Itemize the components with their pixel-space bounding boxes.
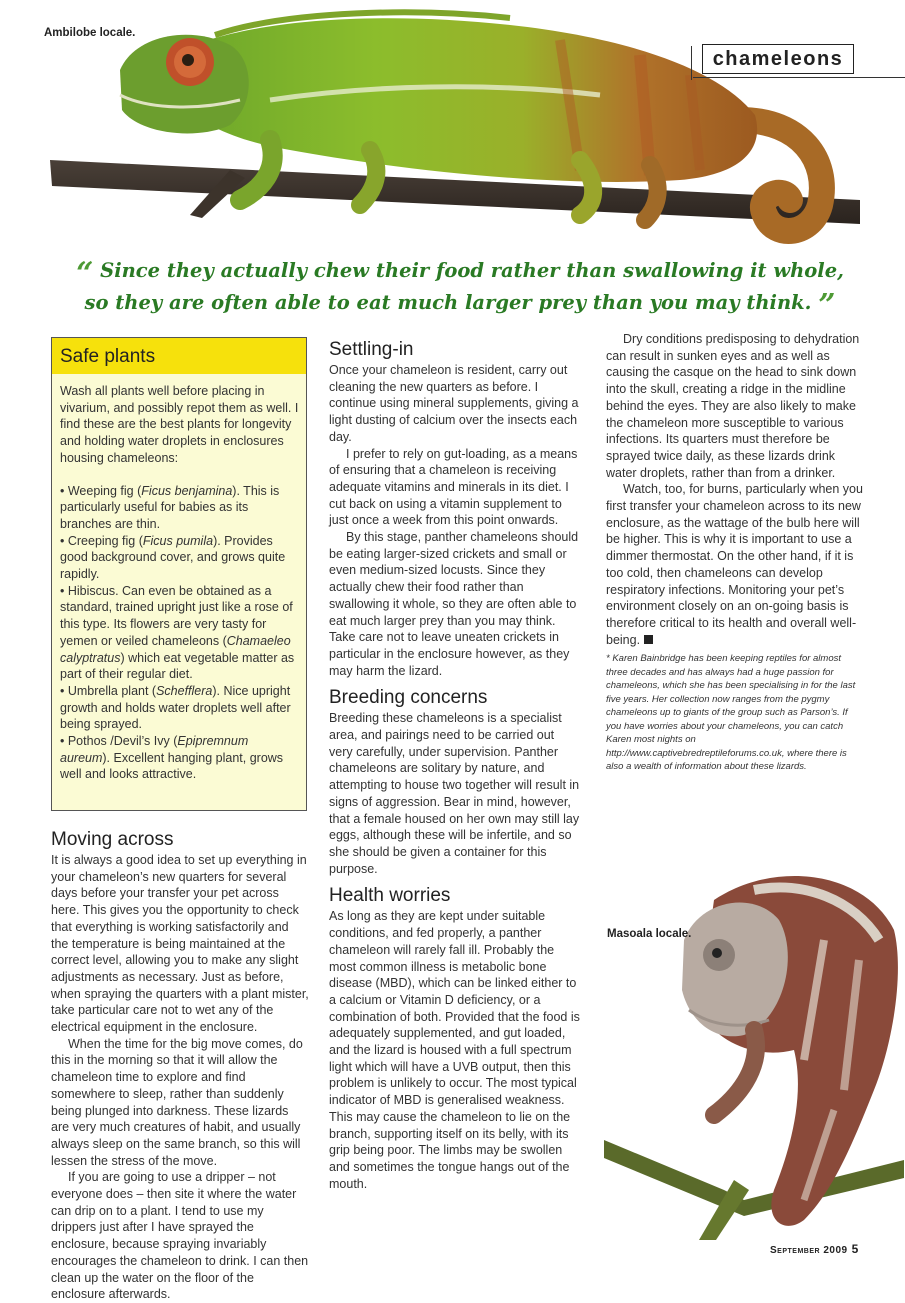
paragraph: Breeding these chameleons is a specialist area, and pairings need to be carried out very carefully, under supervision. Panther chameleons are solitary by nature, and attempting to house two together will result in signs of aggression. Bear in mind, however, that a female housed on her own may still lay eggs, although these will be infertile, and so she should be given a container for this purpose. bbox=[329, 711, 580, 876]
boxout-item: • Creeping fig (Ficus pumila). Provides good background cover, and grows quite rapidly. bbox=[60, 533, 286, 582]
column-2 bbox=[329, 331, 581, 1192]
boxout-intro: Wash all plants well before placing in vivarium, and possibly repot them as well. I find these are the best plants for longevity and holding water droplets in enclosures housing chameleons: bbox=[60, 384, 299, 465]
paragraph: By this stage, panther chameleons should be eating larger-sized crickets and small or even medium-sized locusts. Since they actually chew their food rather than swallowing it whole, so they are often able to eat much larger prey than you may think. Take care not to leave uneaten crickets in particular in the enclosure however, as they may harm the lizard. bbox=[329, 530, 579, 678]
close-quote-mark: ” bbox=[818, 288, 836, 323]
open-quote-mark: “ bbox=[76, 256, 94, 291]
chameleon-photo-ambilobe bbox=[40, 0, 870, 250]
page-number: 5 bbox=[851, 1242, 859, 1256]
paragraph: When the time for the big move comes, do this in the morning so that it will allow the chameleon time to explore and find somewhere to sleep, rather than suddenly being plunged into darkness. These lizards are very much creatures of habit, and usually always sleep on the same branch, so this will lessen the stress of the move. bbox=[51, 1036, 303, 1168]
pull-quote-text-2: so they are often able to eat much larger prey than you may think. bbox=[84, 291, 812, 314]
paragraph: Once your chameleon is resident, carry out cleaning the new quarters as before. I continue using mineral supplements, giving a light dusting of calcium over the insects each day. bbox=[329, 363, 579, 444]
paragraph bbox=[606, 481, 864, 648]
heading-moving-across: Moving across bbox=[51, 829, 174, 850]
pull-quote-text-1: Since they actually chew their food rather than swallowing it whole, bbox=[100, 259, 844, 282]
paragraph-text: Watch, too, for burns, particularly when you first transfer your chameleon across to its new enclosure, as the wattage of the bulb here will be higher. This is why it is important to use a dimmer thermostat. On the other hand, if it is too cold, then chameleons can develop respiratory infections. Monitoring your pet’s environment closely on an on-going basis is therefore critical to its health and overall well-being. bbox=[606, 482, 863, 647]
boxout-item: • Hibiscus. Can even be obtained as a standard, trained upright just like a rose of this type. Its flowers are very tasty for yemen or veiled chameleons (Chamaeleo calyptratus) which eat vegetable matter as part of their regular diet. bbox=[60, 583, 295, 682]
pull-quote-line-2 bbox=[60, 288, 860, 323]
bottom-photo-caption: Masoala locale. bbox=[607, 928, 692, 940]
column-3 bbox=[606, 331, 864, 774]
pull-quote bbox=[60, 256, 860, 323]
boxout-item: • Umbrella plant (Schefflera). Nice upright growth and holds water droplets well after being sprayed. bbox=[60, 683, 291, 732]
boxout-item: • Weeping fig (Ficus benjamina). This is particularly useful for babies as its branches are thin. bbox=[60, 483, 280, 531]
heading-breeding-concerns: Breeding concerns bbox=[329, 687, 488, 709]
section-tag bbox=[693, 40, 905, 78]
section-tag-rule bbox=[691, 46, 692, 80]
safe-plants-boxout bbox=[51, 337, 307, 811]
issue-date: September 2009 bbox=[770, 1245, 848, 1256]
paragraph: It is always a good idea to set up everything in your chameleon’s new quarters for several days before your transfer your pet across here. This gives you the opportunity to check that everything is working satisfactorily and the temperature is being maintained at the correct level, allowing you to make any slight adjustments as necessary. Just as before, when spraying the quarters with a plant mister, take particular care not to wet any of the electrical equipment in the enclosure. bbox=[51, 853, 309, 1035]
boxout-body bbox=[52, 374, 306, 783]
heading-health-worries: Health worries bbox=[329, 885, 451, 907]
boxout-title: Safe plants bbox=[52, 338, 306, 374]
pull-quote-line-1 bbox=[60, 256, 860, 291]
paragraph: If you are going to use a dripper – not everyone does – then site it where the water can drip on to a plant. I tend to use my drippers just after I have sprayed the enclosure, because spraying invariably encourages the chameleon to drink. I can then clean up the water on the floor of the enclosure afterwards. bbox=[51, 1170, 309, 1302]
section-tag-label: chameleons bbox=[702, 44, 854, 74]
paragraph: Dry conditions predisposing to dehydration can result in sunken eyes and as well as causing the casque on the head to sink down into the skull, creating a ridge in the midline behind the eyes. They are also likely to make the chameleon more susceptible to various infections. Its quarters must therefore be sprayed twice daily, as these lizards drink water droplets, rather than from a drinker. bbox=[606, 332, 860, 480]
paragraph: I prefer to rely on gut-loading, as a means of ensuring that a chameleon is receiving adequate vitamins and minerals in its diet. I cut back on using a vitamin supplement to just once a week from this point onwards. bbox=[329, 446, 578, 528]
heading-settling-in: Settling-in bbox=[329, 339, 414, 360]
chameleon-photo-masoala bbox=[604, 860, 905, 1240]
boxout-item: • Pothos /Devil’s Ivy (Epipremnum aureum). Excellent hanging plant, grows well and looks attractive. bbox=[60, 734, 284, 782]
paragraph: As long as they are kept under suitable conditions, and fed properly, a panther chameleon will rarely fall ill. Probably the most common illness is metabolic bone disease (MBD), which can be linked either to a calcium or Vitamin D deficiency, or a combination of both. Provided that the food is adequately supplemented, and gut loaded, and the lizard is housed with a full spectrum light which will have a UVB output, then this problem is unlikely to occur. The most typical indicator of MBD is generalised weakness. This may cause the chameleon to lie on the branch, supporting itself on its belly, with its grip being poor. The limbs may be swollen and sometimes the tongue hangs out of the mouth. bbox=[329, 909, 580, 1191]
author-bio: * Karen Bainbridge has been keeping reptiles for almost three decades and has always had a huge passion for chameleons, which she has been specialising in for the last five years. Her collection now ranges from the pygmy chameleons up to giants of the group such as Parson’s. If you have worries about your chameleons, you can catch Karen most nights on http://www.captivebredreptileforums.co.uk, where there is also a wealth of information about these lizards. bbox=[606, 653, 856, 773]
section-tag-underline bbox=[693, 77, 905, 78]
end-mark-icon bbox=[644, 635, 653, 644]
page-footer bbox=[770, 1242, 859, 1256]
column-1 bbox=[51, 829, 309, 1303]
top-photo-caption: Ambilobe locale. bbox=[44, 27, 136, 39]
